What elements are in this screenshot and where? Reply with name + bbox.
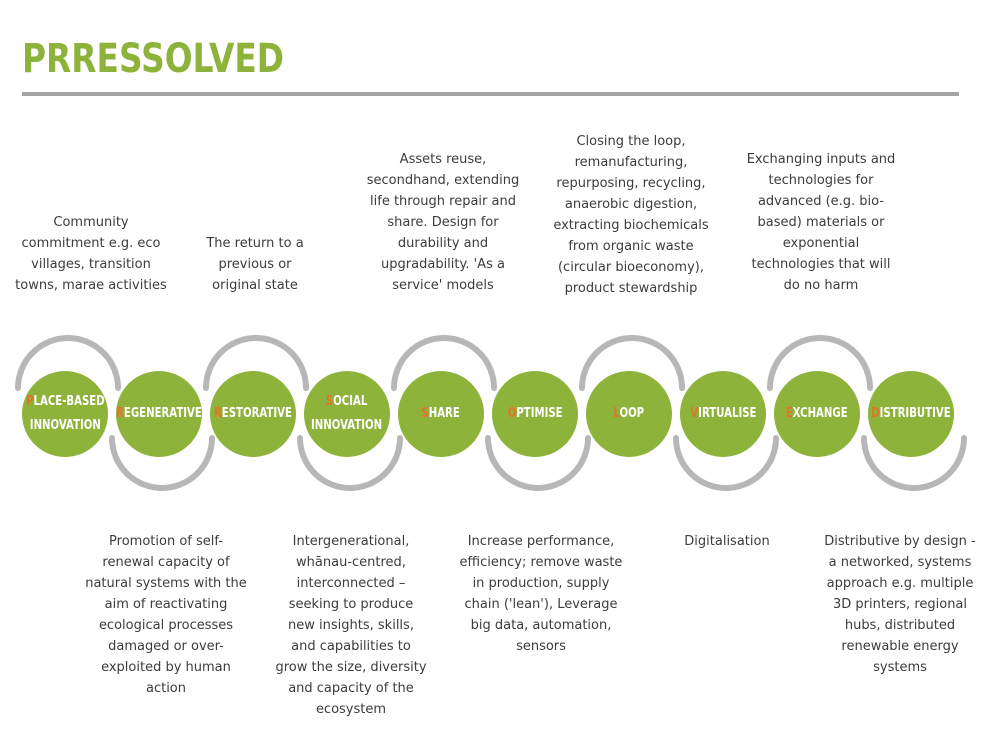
desc-line: systems (873, 660, 927, 675)
desc-line: exponential (782, 236, 860, 251)
circle-label (786, 402, 848, 426)
desc-line: anaerobic digestion, (564, 197, 698, 212)
circle-distributive (868, 371, 954, 457)
desc-line: remanufacturing, (574, 155, 688, 170)
circle-regenerative (116, 371, 202, 457)
circle-label-line (311, 390, 382, 414)
desc-line: towns, marae activities (15, 278, 167, 293)
desc-line: upgradability. 'As a (381, 257, 505, 272)
circle-label (214, 402, 292, 426)
desc-line: Promotion of self- (109, 534, 223, 549)
circle-label-rest: ISTRIBUTIVE (879, 406, 951, 421)
circle-label-rest: ESTORATIVE (221, 406, 292, 421)
desc-line: Assets reuse, (399, 152, 487, 167)
desc-line: Digitalisation (684, 534, 770, 549)
circle-label-line (311, 414, 382, 438)
desc-line: Community (53, 215, 129, 230)
circle-label (422, 402, 460, 426)
circle-label-line (214, 402, 292, 426)
circle-optimise (492, 371, 578, 457)
circle-label-initial: S (421, 406, 430, 421)
desc-line: and capacity of the (288, 681, 414, 696)
desc-line: (circular bioeconomy), (557, 260, 704, 275)
circle-label-line (786, 402, 848, 426)
circle-label-initial: D (871, 406, 880, 421)
circle-label-rest: LACE-BASED (33, 394, 105, 409)
desc-line: approach e.g. multiple (826, 576, 974, 591)
desc-line: whānau-centred, (296, 555, 406, 570)
circle-label-initial: S (326, 394, 334, 409)
desc-line: and capabilities to (291, 639, 411, 654)
desc-line: aim of reactivating (104, 597, 228, 612)
desc-line: in production, supply (472, 576, 610, 591)
circle-label-line (690, 402, 756, 426)
circle-label-initial: O (507, 406, 517, 421)
circle-virtualise (680, 371, 766, 457)
circle-label-rest: OOP (619, 406, 645, 421)
circle-label-line (614, 402, 645, 426)
desc-line: interconnected – (296, 576, 406, 591)
desc-line: big data, automation, (470, 618, 612, 633)
desc-line: renewable energy (841, 639, 959, 654)
circle-label-line (508, 402, 563, 426)
desc-line: life through repair and (370, 194, 516, 209)
desc-line: action (145, 681, 186, 696)
circle-label-line (422, 402, 460, 426)
desc-line: villages, transition (31, 257, 151, 272)
desc-line: 3D printers, regional (832, 597, 968, 612)
circle-label-initial: E (786, 406, 793, 421)
desc-line: share. Design for (387, 215, 499, 230)
circle-label (116, 402, 202, 426)
desc-line: Distributive by design - (824, 534, 976, 549)
desc-line: efficiency; remove waste (459, 555, 623, 570)
circle-label-rest: OCIAL (333, 394, 368, 409)
desc-line: Exchanging inputs and (746, 152, 896, 167)
circle-social-innovation (304, 371, 390, 457)
desc-line: ecosystem (315, 702, 387, 717)
desc-line: durability and (397, 236, 489, 251)
circle-label (508, 402, 563, 426)
circle-label-initial: R (214, 406, 222, 421)
circle-label-line (871, 402, 950, 426)
desc-line: renewal capacity of (102, 555, 230, 570)
desc-line: new insights, skills, (288, 618, 414, 633)
circle-label-rest: HARE (429, 406, 461, 421)
circle-label (690, 402, 756, 426)
desc-line: damaged or over- (108, 639, 224, 654)
circle-label-line (26, 414, 105, 438)
desc-line: original state (212, 278, 298, 293)
circle-restorative (210, 371, 296, 457)
desc-line: sensors (516, 639, 566, 654)
desc-line: hubs, distributed (844, 618, 956, 633)
desc-line: technologies that will (751, 257, 891, 272)
circle-label-initial: P (25, 394, 34, 409)
circle-label (26, 390, 105, 438)
desc-line: Increase performance, (467, 534, 615, 549)
circle-label-initial: L (613, 406, 620, 421)
desc-line: chain ('lean'), Leverage (464, 597, 618, 612)
circle-share (398, 371, 484, 457)
desc-line: Intergenerational, (292, 534, 410, 549)
circle-loop (586, 371, 672, 457)
circle-label-line (26, 390, 105, 414)
desc-line: natural systems with the (85, 576, 247, 591)
circle-label (311, 390, 382, 438)
circle-label-rest: IRTUALISE (697, 406, 757, 421)
desc-line: seeking to produce (288, 597, 414, 612)
circle-label-rest: EGENERATIVE (123, 406, 202, 421)
desc-line: based) materials or (757, 215, 885, 230)
desc-line: previous or (218, 257, 292, 272)
desc-line: advanced (e.g. bio- (757, 194, 885, 209)
desc-line: from organic waste (568, 239, 694, 254)
circle-label-rest: INNOVATION (311, 418, 383, 433)
circle-label-line (116, 402, 202, 426)
desc-line: Closing the loop, (576, 134, 686, 149)
desc-line: exploited by human (101, 660, 231, 675)
desc-line: service' models (392, 278, 494, 293)
desc-line: grow the size, diversity (275, 660, 427, 675)
desc-line: extracting biochemicals (553, 218, 709, 233)
circle-label-rest: PTIMISE (516, 406, 563, 421)
circle-label-rest: XCHANGE (792, 406, 848, 421)
desc-line: do no harm (783, 278, 859, 293)
desc-line: a networked, systems (828, 555, 972, 570)
desc-line: commitment e.g. eco (21, 236, 161, 251)
desc-line: product stewardship (564, 281, 698, 296)
desc-line: repurposing, recycling, (556, 176, 706, 191)
desc-line: The return to a (206, 236, 304, 251)
circle-exchange (774, 371, 860, 457)
circle-label-rest: INNOVATION (29, 418, 101, 433)
circle-label-initial: V (689, 406, 698, 421)
circle-label (614, 402, 645, 426)
circle-label (871, 402, 950, 426)
circle-place-based-innovation (22, 371, 108, 457)
desc-line: technologies for (768, 173, 874, 188)
desc-line: ecological processes (98, 618, 234, 633)
page-title: PRRESSOLVED (22, 36, 285, 82)
desc-line: secondhand, extending (366, 173, 520, 188)
circle-label-initial: R (116, 406, 124, 421)
